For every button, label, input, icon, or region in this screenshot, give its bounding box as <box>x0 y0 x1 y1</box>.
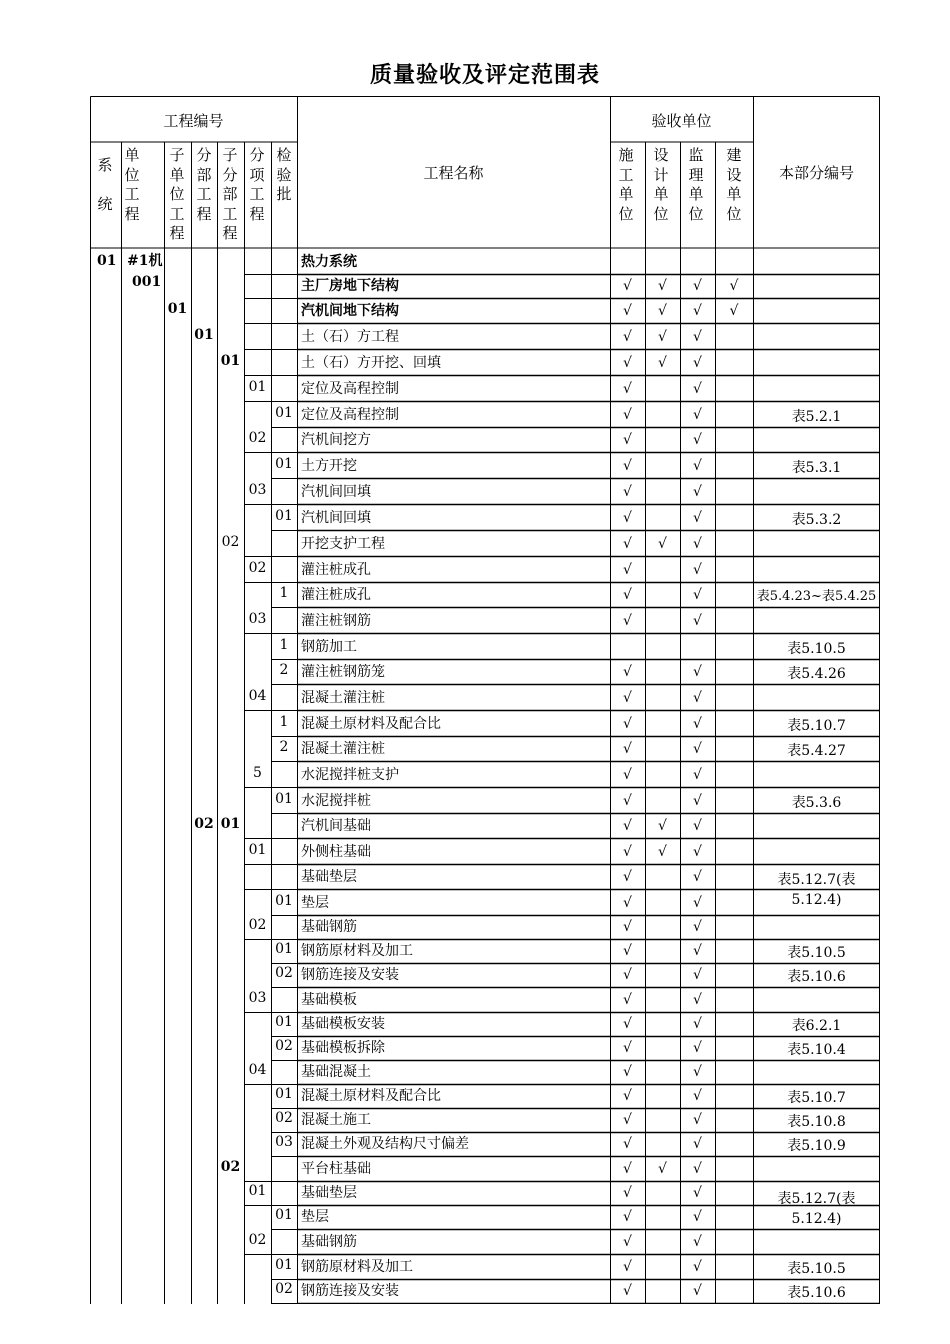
merged-ref-cell <box>753 870 880 910</box>
check-mark: √ <box>693 587 702 603</box>
part-number-cell: 表5.4.27 <box>787 743 846 759</box>
merged-ref-line2: 5.12.4) <box>791 1211 842 1227</box>
check-mark: √ <box>693 767 702 783</box>
project-name-cell: 外侧柱基础 <box>301 844 371 860</box>
check-mark: √ <box>658 1161 667 1177</box>
part-number-cell: 表5.10.6 <box>787 1285 846 1301</box>
inspection-lot-code: 01 <box>275 893 293 909</box>
header-system <box>90 146 120 224</box>
check-mark: √ <box>693 967 702 983</box>
part-number-cell: 表5.3.1 <box>791 460 842 476</box>
check-mark: √ <box>693 329 702 345</box>
check-mark: √ <box>693 562 702 578</box>
project-name-cell: 钢筋连接及安装 <box>301 967 399 983</box>
part-number-cell: 表6.2.1 <box>791 1018 842 1034</box>
project-name-cell: 基础钢筋 <box>301 919 357 935</box>
project-name-cell: 汽机间挖方 <box>301 432 371 448</box>
check-mark: √ <box>658 818 667 834</box>
project-name-cell: 混凝土原材料及配合比 <box>301 716 441 732</box>
inspection-lot-code: 02 <box>275 1038 293 1054</box>
inspection-lot-code: 02 <box>275 965 293 981</box>
inspection-lot-code: 01 <box>275 1086 293 1102</box>
part-number-cell: 表5.10.5 <box>787 641 846 657</box>
check-mark: √ <box>693 355 702 371</box>
project-name-cell: 混凝土原材料及配合比 <box>301 1088 441 1104</box>
item-code: 01 <box>248 842 267 858</box>
project-name-cell: 垫层 <box>301 1209 329 1225</box>
header-project-code: 工程编号 <box>163 112 224 130</box>
project-name-cell: 土（石）方工程 <box>301 329 399 345</box>
page-title: 质量验收及评定范围表 <box>369 63 600 88</box>
check-mark: √ <box>623 967 632 983</box>
inspection-lot-code: 2 <box>279 662 289 678</box>
check-mark: √ <box>693 741 702 757</box>
project-name-cell: 灌注桩成孔 <box>301 562 371 578</box>
check-mark: √ <box>693 716 702 732</box>
check-mark: √ <box>693 1112 702 1128</box>
part-number-cell: 表5.10.6 <box>787 969 846 985</box>
inspection-lot-code: 01 <box>275 791 293 807</box>
check-mark: √ <box>693 303 702 319</box>
project-name-cell: 主厂房地下结构 <box>301 278 399 294</box>
check-mark: √ <box>623 536 632 552</box>
check-mark: √ <box>693 690 702 706</box>
merged-ref-line1: 表5.12.7(表 <box>777 1191 856 1207</box>
check-mark: √ <box>693 432 702 448</box>
check-mark: √ <box>623 1088 632 1104</box>
project-name-cell: 混凝土外观及结构尺寸偏差 <box>301 1136 469 1152</box>
check-mark: √ <box>623 1283 632 1299</box>
sub-unit-code: 01 <box>167 301 188 317</box>
unit-code-line2: 001 <box>132 274 162 290</box>
check-mark: √ <box>693 1088 702 1104</box>
check-mark: √ <box>693 1283 702 1299</box>
check-mark: √ <box>693 1016 702 1032</box>
inspection-lot-code: 01 <box>275 1257 293 1273</box>
check-mark: √ <box>623 1040 632 1056</box>
check-mark: √ <box>693 664 702 680</box>
part-number-cell: 表5.10.9 <box>787 1138 846 1154</box>
part-number-cell: 表5.10.7 <box>787 1090 846 1106</box>
quality-acceptance-table <box>90 96 880 1304</box>
project-name-cell: 汽机间回填 <box>301 484 371 500</box>
header-division-project: 分部工程 <box>196 146 212 223</box>
check-mark: √ <box>623 1234 632 1250</box>
project-name-cell: 基础垫层 <box>301 869 357 885</box>
part-number-cell: 表5.10.7 <box>787 718 846 734</box>
project-name-cell: 基础模板拆除 <box>301 1040 385 1056</box>
item-code: 03 <box>248 990 267 1006</box>
check-mark: √ <box>693 536 702 552</box>
part-number-cell: 表5.4.26 <box>787 666 846 682</box>
check-mark: √ <box>693 1136 702 1152</box>
inspection-lot-code: 1 <box>279 585 289 601</box>
project-name-cell: 钢筋原材料及加工 <box>301 1259 413 1275</box>
header-design-unit: 设计单位 <box>653 146 669 223</box>
item-code: 02 <box>248 917 267 933</box>
division-code: 01 <box>194 327 214 343</box>
check-mark: √ <box>693 510 702 526</box>
part-number-cell: 表5.10.4 <box>787 1042 846 1058</box>
check-mark: √ <box>658 844 667 860</box>
item-code: 03 <box>248 611 267 627</box>
project-name-cell: 定位及高程控制 <box>301 381 399 397</box>
item-code: 01 <box>248 1183 267 1199</box>
check-mark: √ <box>623 895 632 911</box>
project-name-cell: 钢筋原材料及加工 <box>301 943 413 959</box>
header-inspection-lot: 检验批 <box>276 146 292 203</box>
project-name-cell: 定位及高程控制 <box>301 407 399 423</box>
project-name-cell: 基础钢筋 <box>301 1234 357 1250</box>
inspection-lot-code: 2 <box>279 739 289 755</box>
check-mark: √ <box>623 613 632 629</box>
part-number-cell: 表5.3.2 <box>791 512 842 528</box>
header-owner-unit: 建设单位 <box>726 146 742 223</box>
item-code: 04 <box>248 688 267 704</box>
check-mark: √ <box>623 690 632 706</box>
header-sub-unit-project: 子单位工程 <box>169 146 185 242</box>
check-mark: √ <box>658 303 667 319</box>
header-project-name: 工程名称 <box>423 164 484 182</box>
check-mark: √ <box>693 818 702 834</box>
item-code: 01 <box>248 379 267 395</box>
check-mark: √ <box>658 329 667 345</box>
header-unit-project: 单位工程 <box>124 146 140 223</box>
check-mark: √ <box>623 716 632 732</box>
check-mark: √ <box>623 303 632 319</box>
check-mark: √ <box>729 278 739 294</box>
check-mark: √ <box>693 1161 702 1177</box>
check-mark: √ <box>693 1064 702 1080</box>
check-mark: √ <box>693 484 702 500</box>
check-mark: √ <box>623 992 632 1008</box>
header-construction-unit: 施工单位 <box>618 146 634 223</box>
item-code: 5 <box>253 765 262 781</box>
inspection-lot-code: 01 <box>275 1207 293 1223</box>
project-name-cell: 平台柱基础 <box>301 1161 371 1177</box>
check-mark: √ <box>693 895 702 911</box>
check-mark: √ <box>623 458 632 474</box>
project-name-cell: 基础模板 <box>301 992 357 1008</box>
check-mark: √ <box>623 432 632 448</box>
check-mark: √ <box>623 793 632 809</box>
check-mark: √ <box>693 278 702 294</box>
check-mark: √ <box>693 1040 702 1056</box>
header-acceptance-unit: 验收单位 <box>651 112 712 130</box>
check-mark: √ <box>693 381 702 397</box>
project-name-cell: 土方开挖 <box>301 458 357 474</box>
inspection-lot-code: 1 <box>279 637 289 653</box>
header-part-number: 本部分编号 <box>778 164 854 182</box>
check-mark: √ <box>693 992 702 1008</box>
merged-ref-line2: 5.12.4) <box>791 892 842 908</box>
check-mark: √ <box>623 587 632 603</box>
project-name-cell: 灌注桩成孔 <box>301 587 371 603</box>
check-mark: √ <box>693 869 702 885</box>
check-mark: √ <box>729 303 739 319</box>
check-mark: √ <box>623 1259 632 1275</box>
check-mark: √ <box>623 1209 632 1225</box>
check-mark: √ <box>623 407 632 423</box>
check-mark: √ <box>623 1161 632 1177</box>
header-supervision-unit: 监理单位 <box>688 146 704 223</box>
merged-ref-line1: 表5.12.7(表 <box>777 872 856 888</box>
project-name-cell: 钢筋加工 <box>301 639 357 655</box>
check-mark: √ <box>623 510 632 526</box>
project-name-cell: 基础垫层 <box>301 1185 357 1201</box>
inspection-lot-code: 02 <box>275 1281 293 1297</box>
check-mark: √ <box>623 741 632 757</box>
check-mark: √ <box>623 355 632 371</box>
check-mark: √ <box>623 278 632 294</box>
check-mark: √ <box>658 278 667 294</box>
project-name-cell: 水泥搅拌桩 <box>301 793 371 809</box>
project-name-cell: 基础混凝土 <box>301 1064 371 1080</box>
project-name-cell: 混凝土灌注桩 <box>301 741 385 757</box>
unit-code-line1: #1机 <box>127 253 163 269</box>
check-mark: √ <box>623 767 632 783</box>
check-mark: √ <box>623 1112 632 1128</box>
check-mark: √ <box>693 919 702 935</box>
project-name-cell: 灌注桩钢筋 <box>301 613 371 629</box>
check-mark: √ <box>693 1259 702 1275</box>
check-mark: √ <box>623 943 632 959</box>
check-mark: √ <box>693 943 702 959</box>
header-item-project: 分项工程 <box>249 146 265 223</box>
check-mark: √ <box>623 329 632 345</box>
inspection-lot-code: 01 <box>275 456 293 472</box>
part-number-cell: 表5.10.5 <box>787 1261 846 1277</box>
check-mark: √ <box>623 1185 632 1201</box>
check-mark: √ <box>693 613 702 629</box>
project-name-cell: 混凝土施工 <box>301 1112 371 1128</box>
header-system-text: 系统 <box>97 156 113 213</box>
check-mark: √ <box>623 844 632 860</box>
inspection-lot-code: 01 <box>275 508 293 524</box>
check-mark: √ <box>623 484 632 500</box>
project-name-cell: 汽机间基础 <box>301 818 371 834</box>
item-code: 02 <box>248 1232 267 1248</box>
check-mark: √ <box>693 458 702 474</box>
check-mark: √ <box>623 1016 632 1032</box>
check-mark: √ <box>623 919 632 935</box>
check-mark: √ <box>693 793 702 809</box>
check-mark: √ <box>623 664 632 680</box>
system-code: 01 <box>97 253 117 269</box>
part-number-cell: 表5.2.1 <box>791 409 842 425</box>
part-number-cell: 表5.10.8 <box>787 1114 846 1130</box>
sub-division-code: 01 <box>220 816 241 832</box>
check-mark: √ <box>623 818 632 834</box>
project-name-cell: 热力系统 <box>301 254 357 270</box>
merged-ref-cell <box>753 1189 880 1229</box>
sub-division-code: 02 <box>221 534 240 550</box>
sub-division-code: 02 <box>220 1159 241 1175</box>
project-name-cell: 汽机间地下结构 <box>301 303 399 319</box>
inspection-lot-code: 01 <box>275 941 293 957</box>
check-mark: √ <box>693 1209 702 1225</box>
check-mark: √ <box>658 536 667 552</box>
check-mark: √ <box>693 1234 702 1250</box>
inspection-lot-code: 02 <box>275 1110 293 1126</box>
inspection-lot-code: 03 <box>275 1134 293 1150</box>
division-code: 02 <box>194 816 214 832</box>
part-number-cell: 表5.3.6 <box>791 795 842 811</box>
check-mark: √ <box>623 381 632 397</box>
project-name-cell: 汽机间回填 <box>301 510 371 526</box>
project-name-cell: 混凝土灌注桩 <box>301 690 385 706</box>
project-name-cell: 灌注桩钢筋笼 <box>301 664 385 680</box>
check-mark: √ <box>693 407 702 423</box>
check-mark: √ <box>623 869 632 885</box>
part-number-cell: 表5.10.5 <box>787 945 846 961</box>
header-sub-division-project: 子分部工程 <box>222 146 238 242</box>
check-mark: √ <box>623 1136 632 1152</box>
check-mark: √ <box>623 1064 632 1080</box>
inspection-lot-code: 1 <box>279 714 289 730</box>
project-name-cell: 钢筋连接及安装 <box>301 1283 399 1299</box>
sub-division-code: 01 <box>220 353 241 369</box>
project-name-cell: 水泥搅拌桩支护 <box>301 767 399 783</box>
check-mark: √ <box>693 844 702 860</box>
item-code: 02 <box>248 430 267 446</box>
item-code: 04 <box>248 1062 267 1078</box>
check-mark: √ <box>658 355 667 371</box>
inspection-lot-code: 01 <box>275 1014 293 1030</box>
project-name-cell: 开挖支护工程 <box>301 536 385 552</box>
project-name-cell: 土（石）方开挖、回填 <box>301 355 441 371</box>
check-mark: √ <box>623 562 632 578</box>
project-name-cell: 基础模板安装 <box>301 1016 385 1032</box>
item-code: 03 <box>248 482 267 498</box>
part-number-cell: 表5.4.23~表5.4.25 <box>756 589 877 604</box>
project-name-cell: 垫层 <box>301 895 329 911</box>
inspection-lot-code: 01 <box>275 405 293 421</box>
item-code: 02 <box>248 560 267 576</box>
check-mark: √ <box>693 1185 702 1201</box>
